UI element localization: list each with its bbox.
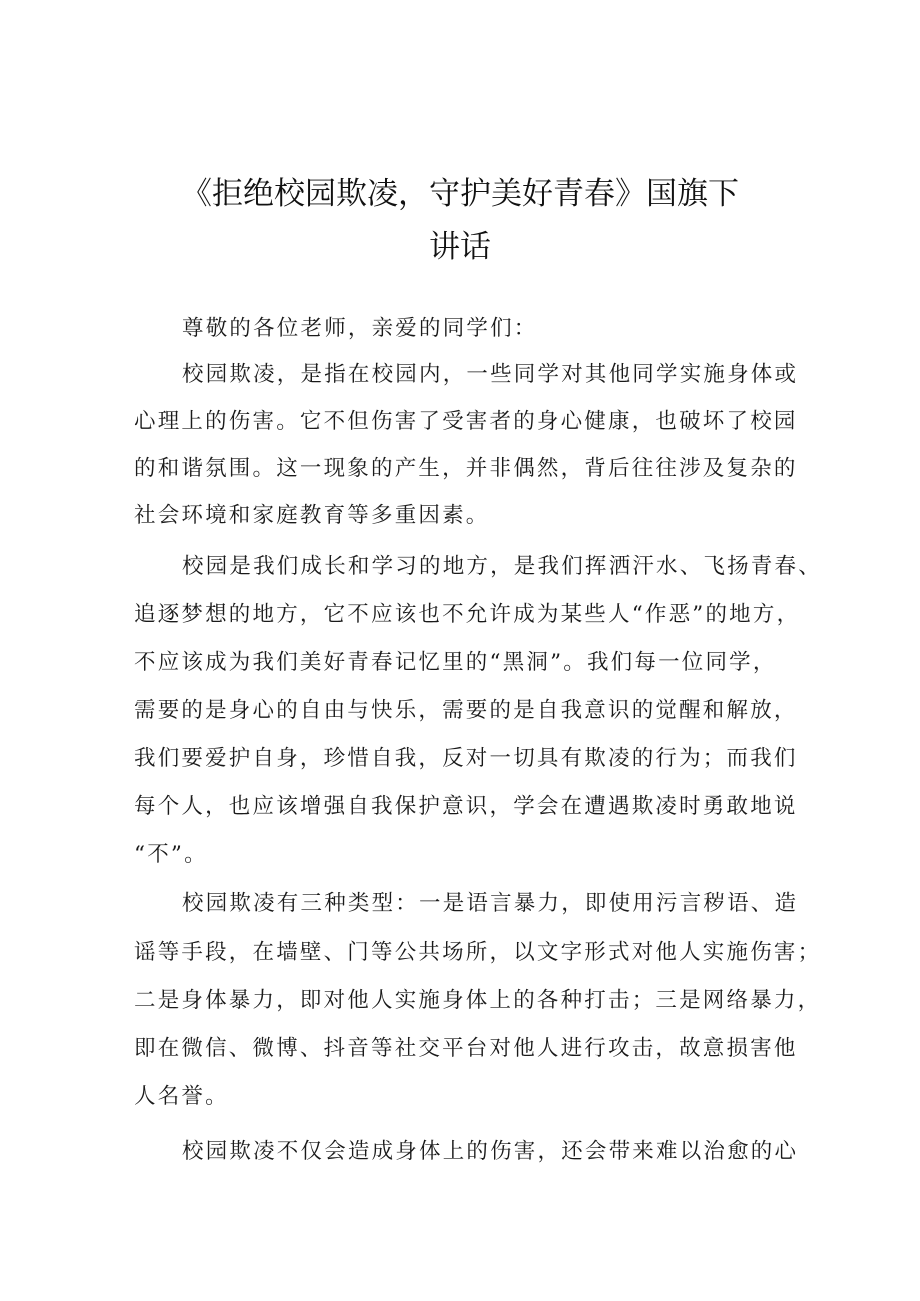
page-title-line-2: 讲话: [429, 229, 491, 265]
paragraph-2-line-7: “不”。: [134, 842, 208, 867]
paragraph-3-line-4: 即在微信、微博、抖音等社交平台对他人进行攻击，故意损害他: [134, 1036, 798, 1061]
paragraph-1-line-1: 校园欺凌，是指在校园内，一些同学对其他同学实施身体或: [182, 362, 799, 387]
paragraph-4-line-1: 校园欺凌不仅会造成身体上的伤害，还会带来难以治愈的心: [182, 1139, 799, 1164]
paragraph-2-line-5: 我们要爱护自身，珍惜自我，反对一切具有欺凌的行为；而我们: [134, 746, 798, 771]
paragraph-2-line-6: 每个人，也应该增强自我保护意识，学会在遭遇欺凌时勇敢地说: [134, 794, 798, 819]
salutation-line: 尊敬的各位老师，亲爱的同学们：: [182, 316, 538, 341]
paragraph-3-line-2: 谣等手段，在墙壁、门等公共场所，以文字形式对他人实施伤害；: [134, 940, 822, 965]
paragraph-1-line-3: 的和谐氛围。这一现象的产生，并非偶然，背后往往涉及复杂的: [134, 456, 798, 481]
paragraph-2-line-3: 不应该成为我们美好青春记忆里的“黑洞”。我们每一位同学，: [134, 650, 777, 675]
page-title-line-1: 《拒绝校园欺凌，守护美好青春》国旗下: [181, 176, 739, 212]
paragraph-2-line-1: 校园是我们成长和学习的地方，是我们挥洒汗水、飞扬青春、: [182, 554, 822, 579]
paragraph-2-line-2: 追逐梦想的地方，它不应该也不允许成为某些人“作恶”的地方，: [134, 602, 801, 627]
paragraph-3-line-5: 人名誉。: [134, 1084, 229, 1109]
paragraph-2-line-4: 需要的是身心的自由与快乐，需要的是自我意识的觉醒和解放，: [134, 698, 798, 723]
paragraph-1-line-4: 社会环境和家庭教育等多重因素。: [134, 503, 490, 528]
paragraph-3-line-1: 校园欺凌有三种类型：一是语言暴力，即使用污言秽语、造: [182, 891, 799, 916]
paragraph-1-line-2: 心理上的伤害。它不但伤害了受害者的身心健康，也破坏了校园: [134, 409, 798, 434]
paragraph-3-line-3: 二是身体暴力，即对他人实施身体上的各种打击；三是网络暴力，: [134, 988, 822, 1013]
